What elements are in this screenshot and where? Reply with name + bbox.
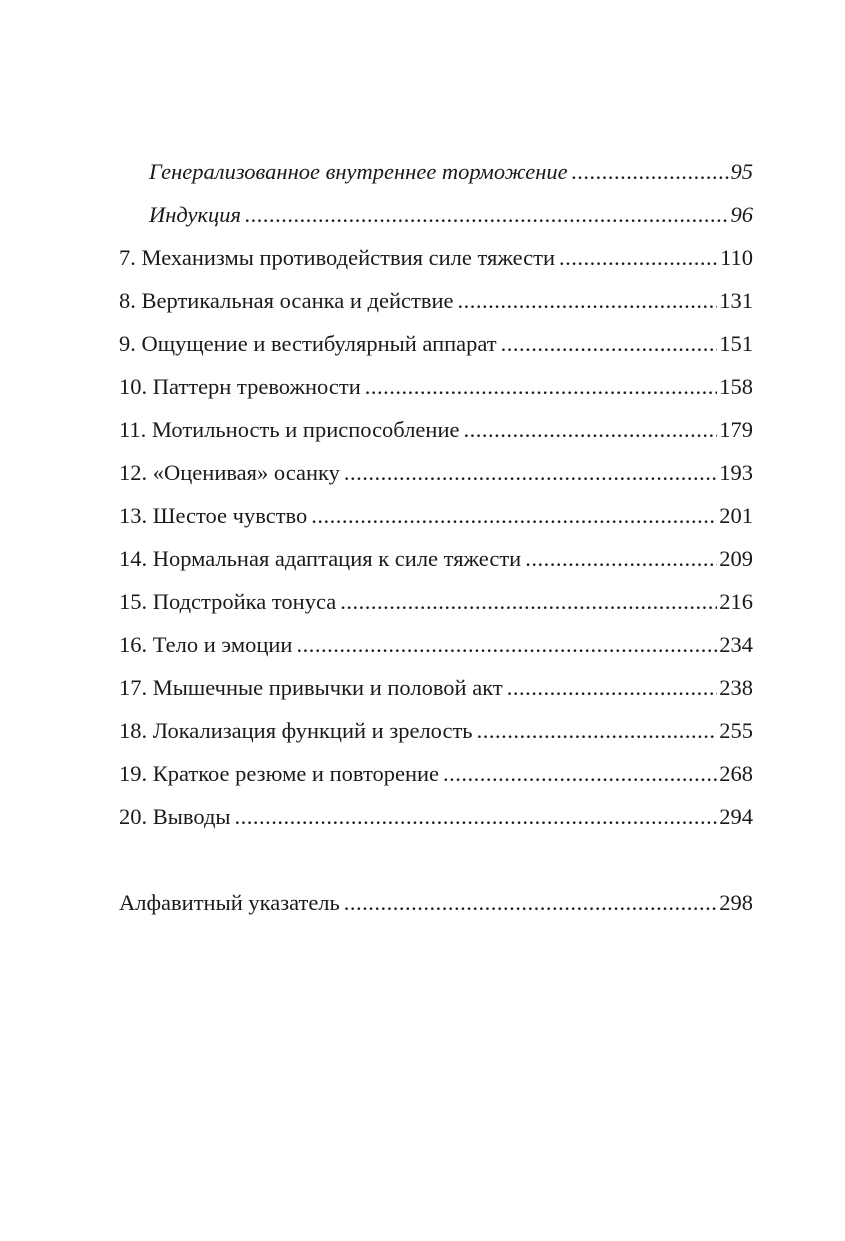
toc-entry bbox=[119, 451, 753, 494]
toc-leader-dots bbox=[559, 236, 718, 279]
table-of-contents bbox=[119, 150, 753, 924]
toc-entry-page: 110 bbox=[720, 245, 753, 270]
toc-entry bbox=[119, 580, 753, 623]
toc-leader-dots bbox=[344, 881, 717, 924]
toc-entry-title: 15. Подстройка тонуса bbox=[119, 589, 337, 614]
toc-entry-page: 201 bbox=[719, 503, 753, 528]
toc-entry bbox=[119, 279, 753, 322]
toc-entry bbox=[119, 494, 753, 537]
toc-leader-dots bbox=[458, 279, 718, 322]
toc-entry-title: 14. Нормальная адаптация к силе тяжести bbox=[119, 546, 522, 571]
toc-entry-page: 151 bbox=[719, 331, 753, 356]
toc-entry-title: 13. Шестое чувство bbox=[119, 503, 308, 528]
toc-entry bbox=[119, 193, 753, 236]
toc-leader-dots bbox=[507, 666, 718, 709]
toc-entry-page: 95 bbox=[730, 159, 753, 184]
toc-leader-dots bbox=[443, 752, 717, 795]
toc-leader-dots bbox=[245, 193, 729, 236]
toc-entry-page: 238 bbox=[719, 675, 753, 700]
toc-entry bbox=[119, 408, 753, 451]
toc-entry bbox=[119, 537, 753, 580]
toc-entry-title: Индукция bbox=[149, 202, 241, 227]
toc-entry bbox=[119, 150, 753, 193]
toc-entry-title: 20. Выводы bbox=[119, 804, 231, 829]
toc-leader-dots bbox=[235, 795, 718, 838]
toc-entry-page: 298 bbox=[719, 890, 753, 915]
toc-entry-title: 12. «Оценивая» осанку bbox=[119, 460, 340, 485]
toc-entry-page: 131 bbox=[719, 288, 753, 313]
toc-entry-title: 9. Ощущение и вестибулярный аппарат bbox=[119, 331, 497, 356]
toc-leader-dots bbox=[296, 623, 717, 666]
toc-entry-page: 234 bbox=[719, 632, 753, 657]
toc-leader-dots bbox=[572, 150, 729, 193]
toc-leader-dots bbox=[340, 580, 717, 623]
toc-entry-page: 158 bbox=[719, 374, 753, 399]
toc-entry bbox=[119, 666, 753, 709]
toc-entry-page: 294 bbox=[719, 804, 753, 829]
toc-entry-title: 16. Тело и эмоции bbox=[119, 632, 293, 657]
toc-entry-title: Генерализованное внутреннее торможение bbox=[149, 159, 568, 184]
toc-entry-title: 19. Краткое резюме и повторение bbox=[119, 761, 440, 786]
toc-leader-dots bbox=[477, 709, 718, 752]
toc-entry bbox=[119, 365, 753, 408]
toc-entry-page: 255 bbox=[719, 718, 753, 743]
toc-entry-title: 17. Мышечные привычки и половой акт bbox=[119, 675, 503, 700]
toc-entry bbox=[119, 752, 753, 795]
toc-entry-title: 7. Механизмы противодействия силе тяжести bbox=[119, 245, 556, 270]
toc-entry-title: Алфавитный указатель bbox=[119, 890, 340, 915]
toc-leader-dots bbox=[525, 537, 717, 580]
toc-leader-dots bbox=[311, 494, 717, 537]
toc-entry bbox=[119, 236, 753, 279]
toc-leader-dots bbox=[365, 365, 718, 408]
toc-entry bbox=[119, 709, 753, 752]
toc-entry-page: 193 bbox=[719, 460, 753, 485]
toc-entry-title: 8. Вертикальная осанка и действие bbox=[119, 288, 454, 313]
toc-entry-title: 11. Мотильность и приспособление bbox=[119, 417, 460, 442]
toc-entry-page: 96 bbox=[730, 202, 753, 227]
toc-entry-page: 216 bbox=[719, 589, 753, 614]
toc-leader-dots bbox=[463, 408, 717, 451]
toc-entry-page: 209 bbox=[719, 546, 753, 571]
toc-entry-title: 18. Локализация функций и зрелость bbox=[119, 718, 473, 743]
toc-index-entry bbox=[119, 881, 753, 924]
toc-spacer bbox=[119, 838, 753, 881]
toc-entry bbox=[119, 322, 753, 365]
toc-entry bbox=[119, 795, 753, 838]
toc-entry-title: 10. Паттерн тревожности bbox=[119, 374, 361, 399]
toc-leader-dots bbox=[344, 451, 717, 494]
toc-leader-dots bbox=[501, 322, 718, 365]
toc-entry bbox=[119, 623, 753, 666]
toc-entry-page: 179 bbox=[719, 417, 753, 442]
toc-entry-page: 268 bbox=[719, 761, 753, 786]
